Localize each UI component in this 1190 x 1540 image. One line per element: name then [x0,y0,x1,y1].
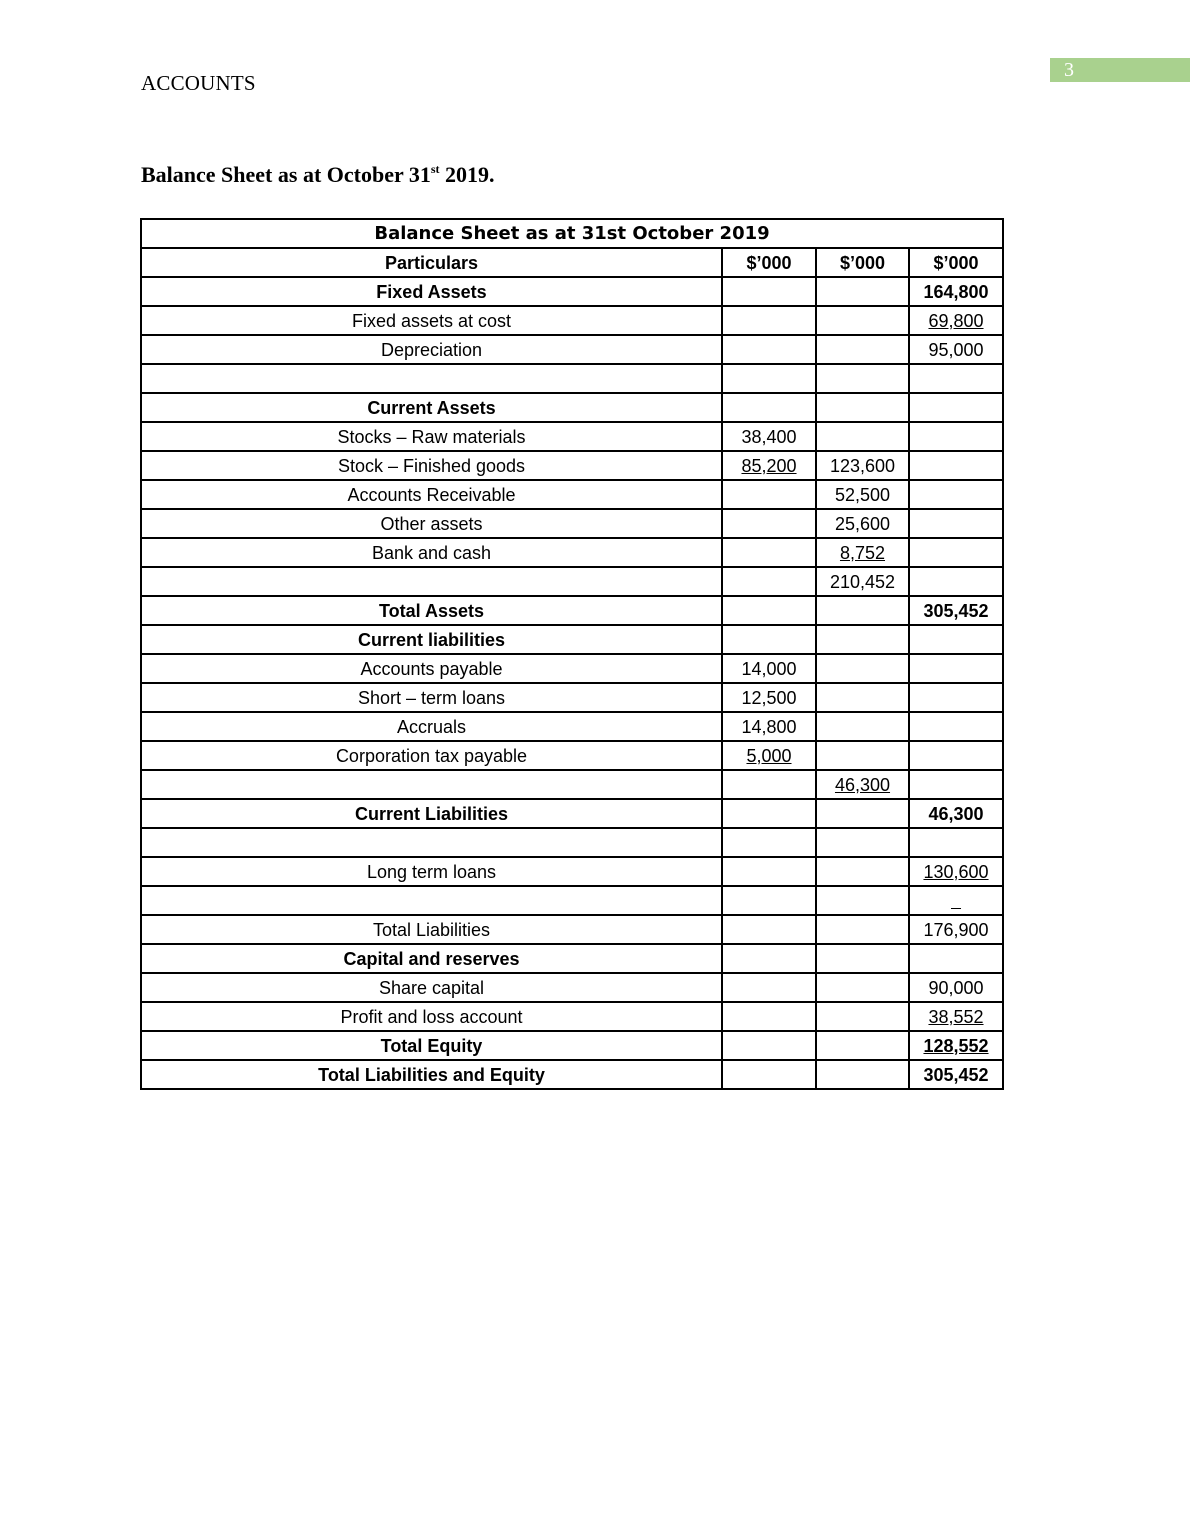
amount-col-3 [909,567,1003,596]
amount-col-3 [909,915,1003,944]
table-row [141,741,1003,770]
amount-col-3 [909,944,1003,973]
amount-col-3 [909,364,1003,393]
amount-col-3 [909,306,1003,335]
amount-col-2 [816,741,909,770]
row-label-text: Capital and reserves [343,948,520,969]
column-header-amount-2: $’000 [816,248,909,277]
amount-col-3 [909,654,1003,683]
row-label [141,277,722,306]
amount-col-3 [909,683,1003,712]
table-row [141,973,1003,1002]
amount-col-3 [909,335,1003,364]
amount-col-1-text: 14,000 [741,658,797,679]
amount-col-3 [909,509,1003,538]
amount-col-1 [722,364,816,393]
amount-col-1-text: 14,800 [741,716,797,737]
row-label-text: Fixed assets at cost [351,310,512,331]
amount-col-3 [909,422,1003,451]
amount-col-2 [816,306,909,335]
table-row [141,857,1003,886]
row-label [141,538,722,567]
table-row [141,625,1003,654]
row-label-text: Share capital [378,977,485,998]
table-row [141,944,1003,973]
table-row [141,1031,1003,1060]
row-label [141,741,722,770]
row-label [141,886,722,915]
row-label-text: Accounts payable [360,658,503,679]
table-row [141,1002,1003,1031]
row-label-text: Fixed Assets [376,281,487,302]
amount-col-2-text: 52,500 [834,484,891,505]
row-label-text: Other assets [380,513,483,534]
row-label [141,364,722,393]
amount-col-3 [909,451,1003,480]
amount-col-2 [816,567,909,596]
column-header-particulars: Particulars [141,248,722,277]
amount-col-2 [816,654,909,683]
amount-col-3 [909,973,1003,1002]
amount-col-3-text: 46,300 [928,803,984,824]
amount-col-3 [909,828,1003,857]
amount-col-2 [816,828,909,857]
column-header-amount-3: $’000 [909,248,1003,277]
row-label-text: Current Liabilities [354,803,509,824]
table-row [141,596,1003,625]
amount-col-2 [816,1060,909,1089]
row-label-text: Depreciation [380,339,483,360]
row-label [141,451,722,480]
amount-col-3 [909,857,1003,886]
table-row [141,1060,1003,1089]
table-row [141,480,1003,509]
amount-col-2-text: 46,300 [834,774,891,795]
table-row [141,335,1003,364]
amount-col-2 [816,1031,909,1060]
amount-col-3-text: 305,452 [923,600,989,621]
amount-col-2 [816,944,909,973]
amount-col-1-text: 5,000 [746,745,792,766]
amount-col-1 [722,538,816,567]
amount-col-2-text: 123,600 [829,455,896,476]
amount-col-2 [816,422,909,451]
table-row [141,306,1003,335]
row-label [141,625,722,654]
amount-col-1 [722,828,816,857]
table-row [141,509,1003,538]
column-header-amount-1: $’000 [722,248,816,277]
amount-col-1 [722,480,816,509]
amount-col-2 [816,712,909,741]
amount-col-1 [722,625,816,654]
amount-col-1 [722,886,816,915]
amount-col-1-text: 38,400 [741,426,797,447]
amount-col-2 [816,596,909,625]
amount-col-3-text: 130,600 [923,861,989,882]
row-label-text: Total Equity [380,1035,483,1056]
amount-col-3 [909,1060,1003,1089]
amount-col-2-text: 8,752 [839,542,886,563]
row-label [141,973,722,1002]
row-label-text: Bank and cash [371,542,492,563]
amount-col-2 [816,799,909,828]
amount-col-3-text: 38,552 [928,1006,984,1027]
amount-col-1 [722,712,816,741]
balance-sheet-table [140,218,1004,1090]
table-row [141,393,1003,422]
amount-col-3-text: 90,000 [928,977,984,998]
amount-col-1 [722,451,816,480]
row-label [141,1031,722,1060]
amount-col-1 [722,335,816,364]
amount-col-1 [722,973,816,1002]
amount-col-2 [816,973,909,1002]
row-label-text: Stock – Finished goods [337,455,526,476]
row-label-text: Profit and loss account [340,1006,523,1027]
table-row [141,654,1003,683]
row-label-text: Accruals [396,716,467,737]
row-label [141,422,722,451]
amount-col-1 [722,277,816,306]
row-label [141,683,722,712]
row-label [141,799,722,828]
amount-col-2 [816,364,909,393]
heading-tail: 2019. [439,162,495,187]
table-row [141,683,1003,712]
table-row [141,364,1003,393]
amount-col-3 [909,1031,1003,1060]
amount-col-2 [816,915,909,944]
amount-col-2 [816,277,909,306]
amount-col-2 [816,625,909,654]
row-label [141,770,722,799]
amount-col-3-text: 305,452 [923,1064,989,1085]
amount-col-2 [816,683,909,712]
amount-col-3 [909,625,1003,654]
row-label [141,712,722,741]
table-title: Balance Sheet as at 31st October 2019 [141,219,1003,248]
table-row [141,915,1003,944]
amount-col-1 [722,1031,816,1060]
amount-col-1 [722,770,816,799]
row-label [141,915,722,944]
table-row [141,567,1003,596]
amount-col-1 [722,1002,816,1031]
amount-col-2 [816,857,909,886]
row-label [141,480,722,509]
amount-col-1 [722,1060,816,1089]
amount-col-3-text: 128,552 [923,1035,989,1056]
amount-col-3 [909,480,1003,509]
amount-col-2-text: 210,452 [829,571,896,592]
row-label-text: Current liabilities [357,629,506,650]
table-row [141,886,1003,915]
row-label-text: Total Assets [378,600,485,621]
amount-col-1 [722,509,816,538]
heading-superscript: st [430,162,440,176]
table-row [141,712,1003,741]
amount-col-1 [722,915,816,944]
page-number-badge: 3 [1050,58,1190,82]
amount-col-3 [909,538,1003,567]
table-header-row [141,248,1003,277]
amount-col-3 [909,799,1003,828]
row-label [141,393,722,422]
amount-col-3 [909,1002,1003,1031]
amount-col-3 [909,741,1003,770]
amount-col-3-text: 69,800 [928,310,984,331]
amount-col-3 [909,596,1003,625]
row-label [141,306,722,335]
amount-col-2-text: 25,600 [834,513,891,534]
table-row [141,538,1003,567]
row-label-text: Accounts Receivable [347,484,516,505]
amount-col-1 [722,944,816,973]
row-label-text: Stocks – Raw materials [337,426,526,447]
row-label [141,335,722,364]
amount-col-2 [816,538,909,567]
row-label [141,596,722,625]
amount-col-3-text: 164,800 [923,281,989,302]
amount-col-3-text: 95,000 [928,339,984,360]
amount-col-1 [722,799,816,828]
table-row [141,422,1003,451]
row-label-text: Total Liabilities and Equity [318,1064,545,1085]
amount-col-1-text: 85,200 [741,455,797,476]
row-label [141,944,722,973]
amount-col-1 [722,422,816,451]
amount-col-1-text: 12,500 [741,687,797,708]
amount-col-2 [816,770,909,799]
amount-col-3 [909,770,1003,799]
amount-col-3-text [951,891,961,911]
row-label-text: Current Assets [367,397,496,418]
amount-col-1 [722,857,816,886]
amount-col-3 [909,886,1003,915]
table-row [141,799,1003,828]
amount-col-1 [722,741,816,770]
row-label-text: Short – term loans [357,687,506,708]
amount-col-1 [722,393,816,422]
amount-col-1 [722,596,816,625]
row-label [141,828,722,857]
running-head: ACCOUNTS [141,71,256,95]
table-row [141,451,1003,480]
row-label [141,509,722,538]
row-label-text: Total Liabilities [372,919,491,940]
row-label [141,1002,722,1031]
amount-col-2 [816,886,909,915]
table-row [141,770,1003,799]
amount-col-2 [816,509,909,538]
amount-col-3 [909,277,1003,306]
amount-col-3-text: 176,900 [923,919,989,940]
amount-col-1 [722,567,816,596]
table-row [141,277,1003,306]
row-label [141,1060,722,1089]
row-label-text: Corporation tax payable [335,745,528,766]
row-label [141,857,722,886]
amount-col-1 [722,306,816,335]
amount-col-3 [909,393,1003,422]
amount-col-1 [722,654,816,683]
document-heading [141,162,495,188]
amount-col-3 [909,712,1003,741]
heading-main: Balance Sheet as at October 31 [141,162,431,187]
row-label [141,654,722,683]
amount-col-2 [816,480,909,509]
table-row [141,828,1003,857]
amount-col-1 [722,683,816,712]
amount-col-2 [816,393,909,422]
amount-col-2 [816,1002,909,1031]
row-label [141,567,722,596]
table-title-row [141,219,1003,248]
row-label-text: Long term loans [366,861,497,882]
amount-col-2 [816,451,909,480]
amount-col-2 [816,335,909,364]
